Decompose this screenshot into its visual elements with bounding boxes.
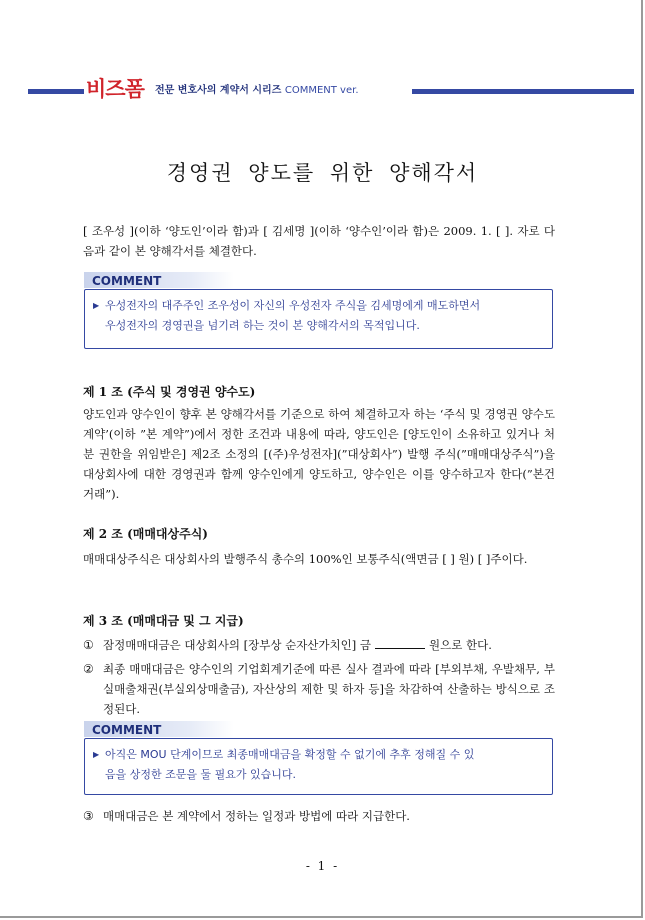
series-header [0,70,645,100]
version-label: COMMENT ver. [284,85,359,96]
comment-tab: COMMENT [84,272,234,288]
clause-item [83,659,555,719]
clause-number: ① [83,638,94,652]
triangle-bullet-icon: ▶ [93,750,100,759]
clause-text: 최종 매매대금은 양수인의 기업회계기준에 따른 실사 결과에 따라 [부외부채, 우발채무, 부실매출채권(부실외상매출금), 자산상의 제한 및 하자 등]을 차감하여 산출하는 방식으로 조정된다. [103,662,555,716]
header-rule-right [412,89,634,94]
clause-text-before: 잠정매매대금은 대상회사의 [장부상 순자산가치인] 금 [103,638,371,652]
clause-number: ③ [83,809,94,823]
series-label-text: 전문 변호사의 계약서 시리즈 [155,85,282,96]
article-3-heading: 제 3 조 (매매대금 및 그 지급) [83,614,244,628]
article-2-body: 매매대상주식은 대상회사의 발행주식 총수의 100%인 보통주식(액면금 [ ] 원) [ ]주이다. [83,552,528,566]
clause-text: 매매대금은 본 계약에서 정하는 일정과 방법에 따라 지급한다. [103,809,410,823]
header-rule-left [28,89,84,94]
clause-item [83,635,555,655]
article-2-heading: 제 2 조 (매매대상주식) [83,527,208,541]
article-1-body: 양도인과 양수인이 향후 본 양해각서를 기준으로 하여 체결하고자 하는 ‘주식 및 경영권 양수도계약’(이하 ”본 계약”)에서 정한 조건과 내용에 따라, 양도인은 [양도인이 소유하고 있거나 처분 권한을 위임받은] 제2조 소정의 [(주)우성전자](”대상회사”) 발행 주식(”매매대상주식”)을 대상회사에 대한 경영권과 함께 양수인에게 양도하고, 양수인은 이를 양수하고자 한다(”본건 거래”). [83,407,555,501]
intro-paragraph: [ 조우성 ](이하 ‘양도인’이라 함)과 [ 김세명 ](이하 ‘양수인’이라 함)은 2009. 1. [ ]. 자로 다음과 같이 본 양해각서를 체결한다. [83,224,555,258]
comment-text-line2: 음을 상정한 조문을 둘 필요가 있습니다. [105,768,296,781]
comment-tab: COMMENT [84,721,234,737]
amount-blank [375,636,425,649]
triangle-bullet-icon: ▶ [93,301,100,310]
series-label [155,81,359,96]
comment-line [93,745,542,765]
clause-text [103,635,555,655]
comment-line [93,296,542,316]
comment-text-line1: 우성전자의 대주주인 조우성이 자신의 우성전자 주식을 김세명에게 매도하면서 [105,299,481,312]
clause-item [83,806,555,826]
clause-number: ② [83,662,94,676]
comment-box [84,738,553,795]
comment-text-line1: 아직은 MOU 단계이므로 최종매매대금을 확정할 수 없기에 추후 정해질 수 있 [105,748,475,761]
comment-text-line2: 우성전자의 경영권을 넘기려 하는 것이 본 양해각서의 목적입니다. [105,319,420,332]
document-title: 경영권 양도를 위한 양해각서 [166,161,479,185]
clause-text-after: 원으로 한다. [429,638,492,652]
comment-box [84,289,553,349]
article-1-heading: 제 1 조 (주식 및 경영권 양수도) [83,385,256,399]
page-number: - 1 - [305,859,340,873]
brand-logo-text: 비즈폼 [86,77,144,101]
